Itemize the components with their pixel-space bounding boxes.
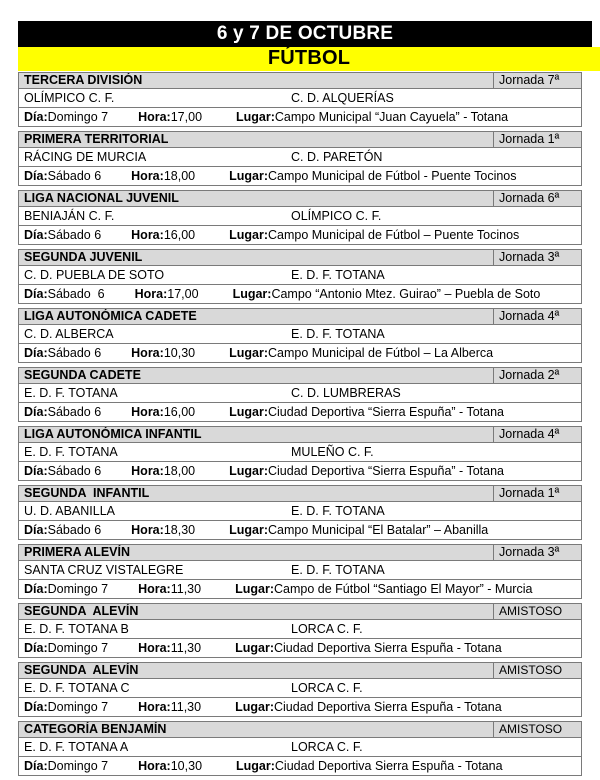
category-label: LIGA AUTONÓMICA INFANTIL <box>24 427 202 441</box>
home-team: BENIAJÁN C. F. <box>24 209 115 223</box>
away-team: OLÍMPICO C. F. <box>291 209 382 223</box>
fixture-teams-row <box>18 325 582 344</box>
jornada-label: Jornada 1ª <box>493 132 581 147</box>
away-team: C. D. ALQUERÍAS <box>291 91 394 105</box>
dia-value: Domingo 7 <box>47 641 109 655</box>
dia-label: Día: <box>24 169 48 183</box>
hora-value: 17,00 <box>167 287 199 301</box>
dia-value: Domingo 7 <box>47 759 109 773</box>
fixture-category-row <box>18 131 582 148</box>
home-team: E. D. F. TOTANA <box>24 445 118 459</box>
dia-label: Día: <box>24 582 48 596</box>
lugar-label: Lugar: <box>229 169 268 183</box>
away-team: E. D. F. TOTANA <box>291 504 385 518</box>
lugar-label: Lugar: <box>235 641 274 655</box>
hora-value: 11,30 <box>170 700 202 714</box>
away-team: E. D. F. TOTANA <box>291 268 385 282</box>
lugar-value: Campo “Antonio Mtez. Guirao” – Puebla de Soto <box>271 287 541 301</box>
lugar-value: Campo Municipal “Juan Cayuela” - Totana <box>274 110 509 124</box>
lugar-label: Lugar: <box>229 346 268 360</box>
home-team: U. D. ABANILLA <box>24 504 116 518</box>
fixture-teams-row <box>18 148 582 167</box>
category-label: CATEGORÍA BENJAMÍN <box>24 722 167 736</box>
lugar-value: Campo Municipal de Fútbol – Puente Tocinos <box>267 228 520 242</box>
fixture-teams-row <box>18 561 582 580</box>
lugar-label: Lugar: <box>229 464 268 478</box>
dia-label: Día: <box>24 759 48 773</box>
lugar-label: Lugar: <box>235 582 274 596</box>
jornada-label: Jornada 6ª <box>493 191 581 206</box>
away-team: C. D. PARETÓN <box>291 150 383 164</box>
lugar-value: Ciudad Deportiva Sierra Espuña - Totana <box>273 700 502 714</box>
fixture-teams-row <box>18 443 582 462</box>
fixture-info-row <box>18 757 582 776</box>
hora-value: 17,00 <box>170 110 203 124</box>
fixture-block <box>18 72 582 127</box>
fixture-info-row <box>18 108 582 127</box>
lugar-value: Campo de Fútbol “Santiago El Mayor” - Murcia <box>273 582 533 596</box>
fixture-block <box>18 662 582 717</box>
hora-label: Hora: <box>131 169 164 183</box>
fixture-block <box>18 367 582 422</box>
fixture-category-row <box>18 662 582 679</box>
fixture-teams-row <box>18 89 582 108</box>
fixture-block <box>18 721 582 776</box>
dia-value: Sábado 6 <box>47 523 102 537</box>
fixture-category-row <box>18 190 582 207</box>
home-team: RÁCING DE MURCIA <box>24 150 147 164</box>
lugar-value: Ciudad Deportiva Sierra Espuña - Totana <box>273 641 502 655</box>
category-label: LIGA NACIONAL JUVENIL <box>24 191 179 205</box>
home-team: SANTA CRUZ VISTALEGRE <box>24 563 184 577</box>
fixtures-table <box>18 72 582 780</box>
fixture-block <box>18 249 582 304</box>
hora-label: Hora: <box>138 582 171 596</box>
category-label: SEGUNDA JUVENIL <box>24 250 143 264</box>
hora-value: 11,30 <box>170 582 202 596</box>
fixture-category-row <box>18 485 582 502</box>
jornada-label: Jornada 4ª <box>493 309 581 324</box>
hora-label: Hora: <box>134 287 168 301</box>
hora-value: 18,00 <box>163 464 196 478</box>
dia-label: Día: <box>24 405 48 419</box>
home-team: E. D. F. TOTANA <box>24 386 118 400</box>
lugar-label: Lugar: <box>229 228 268 242</box>
fixture-teams-row <box>18 266 582 285</box>
dia-label: Día: <box>24 110 48 124</box>
away-team: LORCA C. F. <box>291 740 363 754</box>
fixture-info-row <box>18 639 582 658</box>
dia-value: Sábado 6 <box>47 346 102 360</box>
fixture-teams-row <box>18 738 582 757</box>
hora-label: Hora: <box>131 464 164 478</box>
fixture-info-row <box>18 167 582 186</box>
dia-label: Día: <box>24 346 48 360</box>
fixture-info-row <box>18 226 582 245</box>
dia-value: Sábado 6 <box>47 287 105 301</box>
fixture-category-row <box>18 249 582 266</box>
fixture-info-row <box>18 698 582 717</box>
fixture-block <box>18 544 582 599</box>
hora-label: Hora: <box>131 523 164 537</box>
hora-label: Hora: <box>138 759 171 773</box>
lugar-label: Lugar: <box>232 287 272 301</box>
jornada-label: Jornada 4ª <box>493 427 581 442</box>
dia-value: Domingo 7 <box>47 582 109 596</box>
category-label: SEGUNDA INFANTIL <box>24 486 150 500</box>
fixture-teams-row <box>18 620 582 639</box>
banner-sport-title: FÚTBOL <box>18 47 600 71</box>
away-team: LORCA C. F. <box>291 681 363 695</box>
fixture-info-row <box>18 344 582 363</box>
hora-label: Hora: <box>131 346 164 360</box>
home-team: C. D. ALBERCA <box>24 327 114 341</box>
home-team: E. D. F. TOTANA C <box>24 681 130 695</box>
hora-label: Hora: <box>131 228 164 242</box>
fixture-category-row <box>18 721 582 738</box>
lugar-value: Ciudad Deportiva Sierra Espuña - Totana <box>274 759 503 773</box>
hora-label: Hora: <box>138 110 171 124</box>
category-label: TERCERA DIVISIÓN <box>24 73 143 87</box>
jornada-label: AMISTOSO <box>493 604 581 619</box>
fixture-category-row <box>18 72 582 89</box>
hora-value: 18,00 <box>163 169 196 183</box>
fixture-info-row <box>18 403 582 422</box>
jornada-label: Jornada 3ª <box>493 545 581 560</box>
lugar-value: Ciudad Deportiva “Sierra Espuña” - Totana <box>267 464 504 478</box>
dia-value: Sábado 6 <box>47 169 102 183</box>
fixture-block <box>18 131 582 186</box>
jornada-label: Jornada 2ª <box>493 368 581 383</box>
fixture-info-row <box>18 285 582 304</box>
dia-label: Día: <box>24 700 48 714</box>
jornada-label: Jornada 3ª <box>493 250 581 265</box>
fixture-block <box>18 485 582 540</box>
dia-label: Día: <box>24 228 48 242</box>
dia-label: Día: <box>24 287 48 301</box>
away-team: MULEÑO C. F. <box>291 445 374 459</box>
fixture-category-row <box>18 603 582 620</box>
dia-value: Domingo 7 <box>47 700 109 714</box>
hora-label: Hora: <box>138 641 171 655</box>
jornada-label: Jornada 1ª <box>493 486 581 501</box>
lugar-value: Ciudad Deportiva “Sierra Espuña” - Totana <box>267 405 504 419</box>
fixture-block <box>18 190 582 245</box>
dia-label: Día: <box>24 523 48 537</box>
hora-value: 16,00 <box>163 228 196 242</box>
fixture-teams-row <box>18 207 582 226</box>
hora-value: 10,30 <box>170 759 203 773</box>
fixture-info-row <box>18 580 582 599</box>
fixture-category-row <box>18 308 582 325</box>
lugar-label: Lugar: <box>236 110 275 124</box>
lugar-value: Campo Municipal de Fútbol – La Alberca <box>267 346 494 360</box>
category-label: LIGA AUTONÓMICA CADETE <box>24 309 197 323</box>
lugar-label: Lugar: <box>229 405 268 419</box>
home-team: OLÍMPICO C. F. <box>24 91 115 105</box>
fixture-info-row <box>18 521 582 540</box>
banner-date-title: 6 y 7 DE OCTUBRE <box>18 21 592 47</box>
away-team: E. D. F. TOTANA <box>291 563 385 577</box>
dia-value: Sábado 6 <box>47 405 102 419</box>
category-label: PRIMERA TERRITORIAL <box>24 132 169 146</box>
fixture-block <box>18 603 582 658</box>
home-team: E. D. F. TOTANA B <box>24 622 129 636</box>
away-team: C. D. LUMBRERAS <box>291 386 401 400</box>
dia-label: Día: <box>24 641 48 655</box>
hora-value: 18,30 <box>163 523 196 537</box>
fixture-category-row <box>18 426 582 443</box>
fixture-category-row <box>18 367 582 384</box>
category-label: SEGUNDA ALEVÍN <box>24 604 139 618</box>
lugar-label: Lugar: <box>236 759 275 773</box>
category-label: PRIMERA ALEVÍN <box>24 545 131 559</box>
lugar-label: Lugar: <box>229 523 268 537</box>
jornada-label: AMISTOSO <box>493 722 581 737</box>
jornada-label: Jornada 7ª <box>493 73 581 88</box>
fixture-block <box>18 426 582 481</box>
lugar-value: Campo Municipal de Fútbol - Puente Tocinos <box>267 169 517 183</box>
fixture-category-row <box>18 544 582 561</box>
dia-label: Día: <box>24 464 48 478</box>
fixture-teams-row <box>18 679 582 698</box>
hora-value: 11,30 <box>170 641 202 655</box>
fixture-block <box>18 308 582 363</box>
fixture-teams-row <box>18 502 582 521</box>
hora-label: Hora: <box>131 405 164 419</box>
away-team: LORCA C. F. <box>291 622 363 636</box>
jornada-label: AMISTOSO <box>493 663 581 678</box>
home-team: C. D. PUEBLA DE SOTO <box>24 268 165 282</box>
fixture-teams-row <box>18 384 582 403</box>
hora-value: 16,00 <box>163 405 196 419</box>
lugar-label: Lugar: <box>235 700 274 714</box>
hora-label: Hora: <box>138 700 171 714</box>
category-label: SEGUNDA CADETE <box>24 368 141 382</box>
fixture-info-row <box>18 462 582 481</box>
dia-value: Sábado 6 <box>47 464 102 478</box>
dia-value: Domingo 7 <box>47 110 109 124</box>
lugar-value: Campo Municipal “El Batalar” – Abanilla <box>267 523 489 537</box>
hora-value: 10,30 <box>163 346 196 360</box>
dia-value: Sábado 6 <box>47 228 102 242</box>
home-team: E. D. F. TOTANA A <box>24 740 129 754</box>
category-label: SEGUNDA ALEVÍN <box>24 663 139 677</box>
away-team: E. D. F. TOTANA <box>291 327 385 341</box>
